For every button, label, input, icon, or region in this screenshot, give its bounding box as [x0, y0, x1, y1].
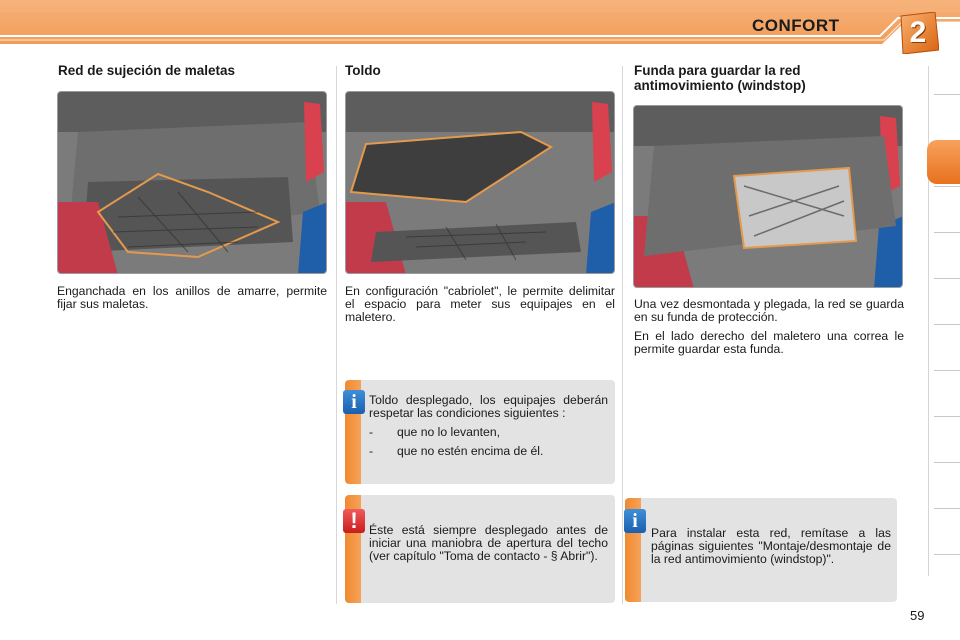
- heading-luggage-net: Red de sujeción de maletas: [58, 63, 236, 78]
- info-icon: i: [343, 390, 365, 414]
- note-list-item: - que no lo levanten,: [369, 425, 500, 439]
- info-note-toldo-text: [369, 394, 608, 464]
- note-list-item: - que no estén encima de él.: [369, 444, 544, 458]
- page-number: 59: [910, 608, 925, 623]
- chapter-tab[interactable]: [934, 324, 960, 325]
- chapter-tab[interactable]: [934, 278, 960, 279]
- chapter-tab[interactable]: [934, 508, 960, 509]
- chapter-tab[interactable]: [934, 94, 960, 95]
- chapter-number: 2: [909, 16, 927, 49]
- paragraph: En el lado derecho del maletero una correa le permite guardar esta funda.: [634, 329, 904, 356]
- paragraph: En configuración "cabriolet", le permite delimitar el espacio para meter sus equipajes en el maletero.: [345, 284, 615, 324]
- column-divider: [336, 66, 337, 604]
- note-paragraph: Para instalar esta red, remítase a las páginas siguientes "Montaje/desmontaje de la red antimovimiento (windstop)".: [651, 526, 891, 566]
- info-icon: i: [624, 509, 646, 533]
- luggage-net-photo: [57, 91, 327, 274]
- chapter-tab[interactable]: [934, 232, 960, 233]
- note-list-item-text: que no lo levanten,: [397, 425, 500, 439]
- luggage-net-description: [57, 285, 327, 317]
- heading-windstop-cover: Funda para guardar la red antimovimiento (windstop): [634, 63, 806, 93]
- warning-icon: !: [343, 509, 365, 533]
- column-divider: [622, 66, 623, 604]
- note-paragraph: Éste está siempre desplegado antes de iniciar una maniobra de apertura del techo (ver capítulo "Toma de contacto - § Abrir").: [369, 523, 608, 563]
- note-list-item-text: que no estén encima de él.: [397, 444, 544, 458]
- info-note-windstop-text: [651, 527, 891, 572]
- windstop-cover-description: [634, 298, 904, 362]
- luggage-cover-photo: [345, 91, 615, 274]
- chapter-tab-active[interactable]: [927, 140, 960, 184]
- heading-toldo: Toldo: [345, 63, 381, 78]
- section-title: CONFORT: [752, 16, 840, 35]
- paragraph: Enganchada en los anillos de amarre, permite fijar sus maletas.: [57, 284, 327, 311]
- chapter-tab[interactable]: [934, 462, 960, 463]
- chapter-tab[interactable]: [934, 416, 960, 417]
- note-intro: Toldo desplegado, los equipajes deberán respetar las condiciones siguientes :: [369, 393, 608, 420]
- chapter-tab[interactable]: [934, 554, 960, 555]
- chapter-tab[interactable]: [934, 370, 960, 371]
- chapter-tab[interactable]: [934, 186, 960, 187]
- paragraph: Una vez desmontada y plegada, la red se guarda en su funda de protección.: [634, 297, 904, 324]
- toldo-description: [345, 285, 615, 330]
- warning-note-toldo-text: [369, 524, 608, 569]
- windstop-cover-photo: [633, 105, 903, 288]
